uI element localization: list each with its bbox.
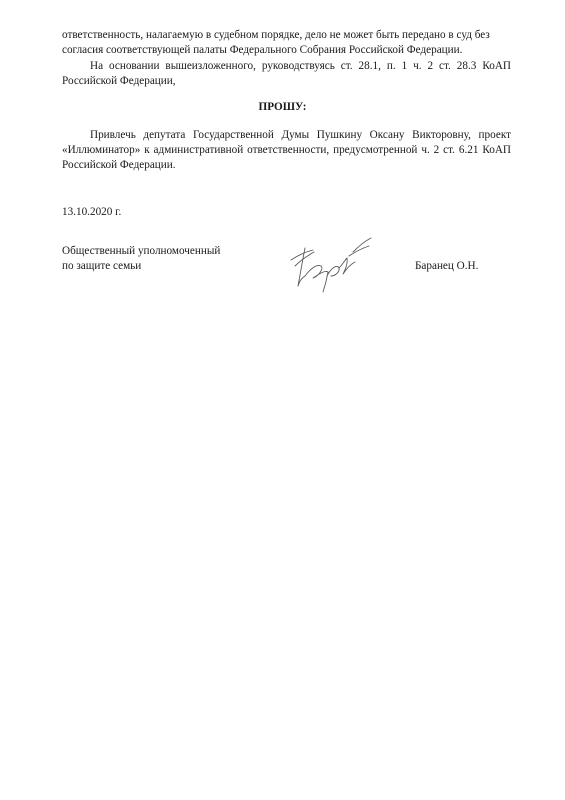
basis-paragraph: На основании вышеизложенного, руководствуясь ст. 28.1, п. 1 ч. 2 ст. 28.3 КоАП Российской Федерации,	[62, 60, 511, 87]
handwritten-signature	[283, 230, 373, 295]
signer-role-line-1: Общественный уполномоченный	[62, 245, 221, 257]
signer-name: Баранец О.Н.	[415, 260, 479, 272]
signer-role-line-2: по защите семьи	[62, 260, 142, 272]
signer-role	[62, 244, 220, 274]
continuation-line-1: ответственность, налагаемую в судебном порядке, дело не может быть передано в суд без	[62, 29, 490, 41]
continuation-line-2: согласия соответствующей палаты Федерального Собрания Российской Федерации.	[62, 44, 463, 56]
request-paragraph: Привлечь депутата Государственной Думы Пушкину Оксану Викторовну, проект «Иллюминатор» к административной ответственности, предусмотренной ч. 2 ст. 6.21 КоАП Российской Федерации.	[62, 129, 511, 171]
request-heading: ПРОШУ:	[258, 101, 307, 113]
request-paragraph-block	[62, 128, 511, 173]
document-date: 13.10.2020 г.	[62, 206, 122, 218]
basis-paragraph-block	[62, 59, 511, 89]
continuation-text	[62, 28, 511, 58]
